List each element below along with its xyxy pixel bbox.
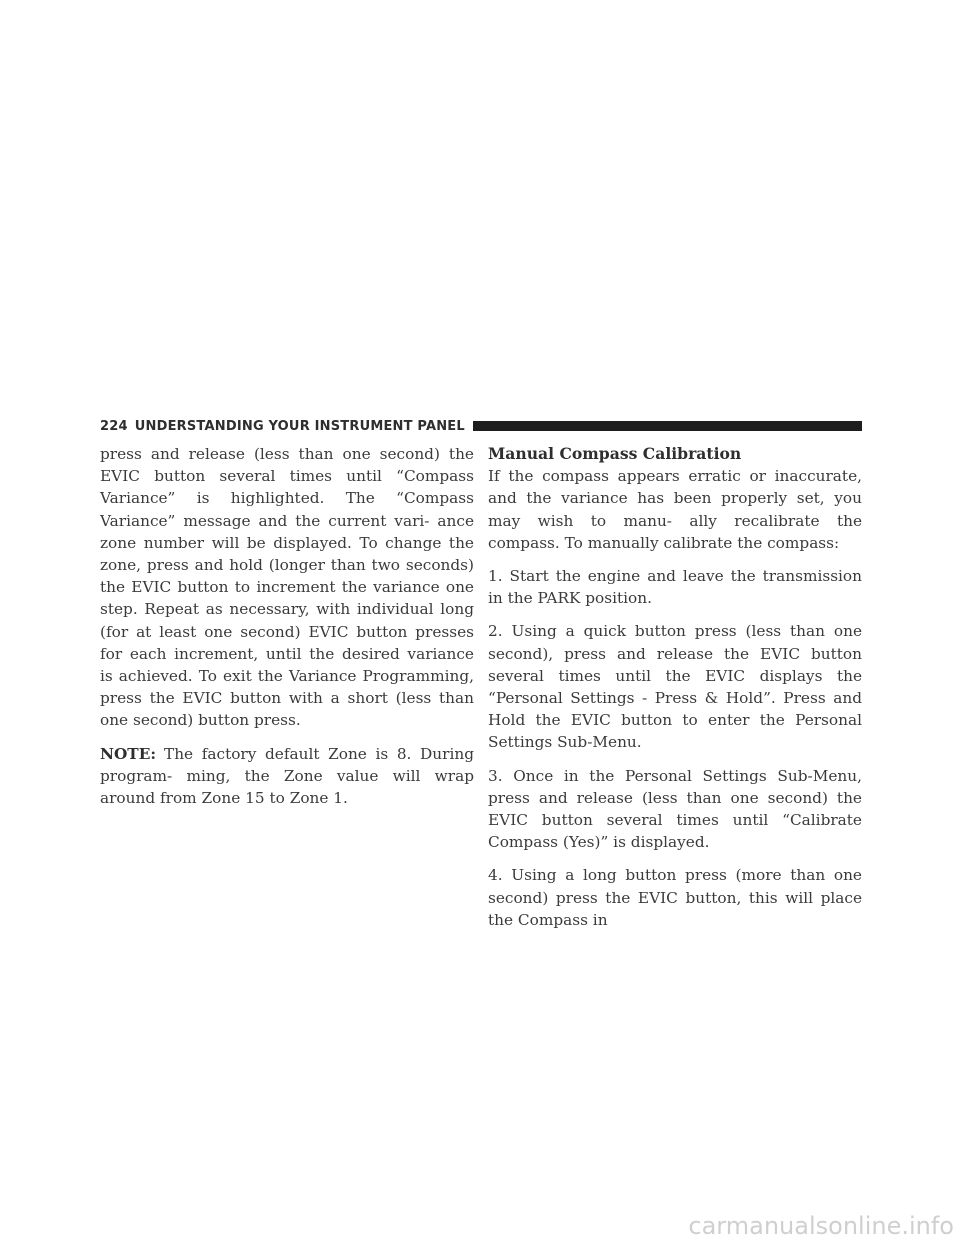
note-label: NOTE: [100,744,156,763]
page-number: 224 [100,418,128,434]
variance-paragraph: press and release (less than one second) the EVIC button several times until “Compass Variance” is highlighted. The “Compass Variance” message and the current vari- ance zone number will be displayed. To change the zone, press and hold (longer than two seconds) the EVIC button to increment the variance one step. Repeat as necessary, with individual long (for at least one second) EVIC button presses for each increment, until the desired variance is achieved. To exit the Variance Programming, press the EVIC button with a short (less than one second) button press. [100,445,474,730]
step-3: 3. Once in the Personal Settings Sub-Menu, press and release (less than one second) the EVIC button several times until “Calibrate Compass (Yes)” is displayed. [488,766,862,852]
page-header [100,418,862,434]
note-text: The factory default Zone is 8. During program- ming, the Zone value will wrap around from Zone 15 to Zone 1. [100,744,474,808]
right-column [488,443,862,942]
left-column [100,443,474,820]
watermark: carmanualsonline.info [688,1212,954,1240]
step-2: 2. Using a quick button press (less than one second), press and release the EVIC button several times until the EVIC displays the “Personal Settings - Press & Hold”. Press and Hold the EVIC button to enter the Personal Settings Sub-Menu. [488,622,862,752]
calibration-intro: If the compass appears erratic or inaccurate, and the variance has been properly set, you may wish to manu- ally recalibrate the compass. To manually calibrate the compass: [488,467,862,552]
step-1: 1. Start the engine and leave the transmission in the PARK position. [488,567,862,608]
header-rule [473,421,862,431]
step-4: 4. Using a long button press (more than one second) press the EVIC button, this will place the Compass in [488,866,862,929]
note-paragraph [100,743,474,810]
section-title: UNDERSTANDING YOUR INSTRUMENT PANEL [134,418,465,434]
calibration-heading: Manual Compass Calibration [488,444,742,463]
